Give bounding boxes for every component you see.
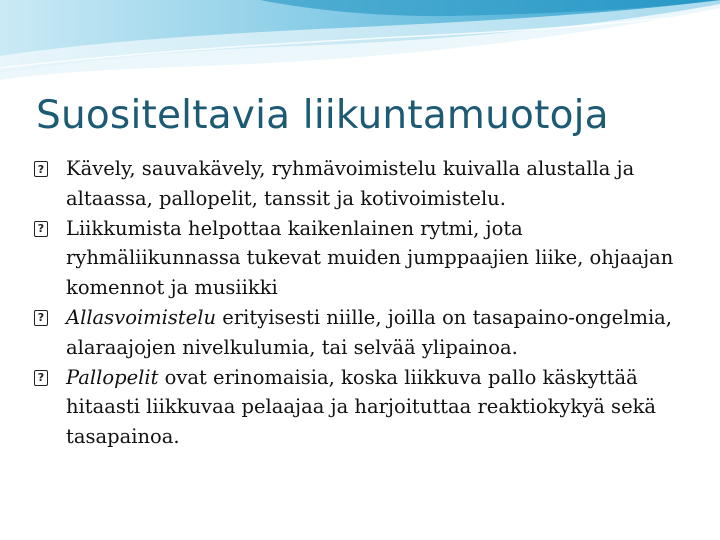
- bullet-list: [34, 154, 694, 452]
- bullet-text: ovat erinomaisia, koska liikkuva pallo käskyttää hitaasti liikkuvaa pelaajaa ja harjoituttaa reaktiokykyä sekä tasapainoa.: [66, 365, 657, 449]
- bullet-marker-icon: ?: [34, 310, 48, 326]
- decorative-wave-header: [0, 0, 720, 90]
- bullet-marker-icon: ?: [34, 161, 48, 177]
- bullet-item: [34, 363, 694, 452]
- bullet-lead-italic: Pallopelit: [66, 365, 159, 389]
- bullet-item: [34, 214, 694, 303]
- bullet-text: Liikkumista helpottaa kaikenlainen rytmi, jota ryhmäliikunnassa tukevat muiden jumppaajien liike, ohjaajan komennot ja musiikki: [66, 216, 674, 300]
- bullet-text: erityisesti niille, joilla on tasapaino-ongelmia, alaraajojen nivelkulumia, tai selvää ylipainoa.: [66, 305, 673, 359]
- bullet-marker-icon: ?: [34, 370, 48, 386]
- bullet-item: [34, 154, 694, 214]
- bullet-lead-italic: Allasvoimistelu: [66, 305, 217, 329]
- bullet-marker-icon: ?: [34, 221, 48, 237]
- bullet-item: [34, 303, 694, 363]
- slide-title: Suositeltavia liikuntamuotoja: [36, 93, 609, 138]
- bullet-text: Kävely, sauvakävely, ryhmävoimistelu kuivalla alustalla ja altaassa, pallopelit, tanssit ja kotivoimistelu.: [66, 157, 635, 210]
